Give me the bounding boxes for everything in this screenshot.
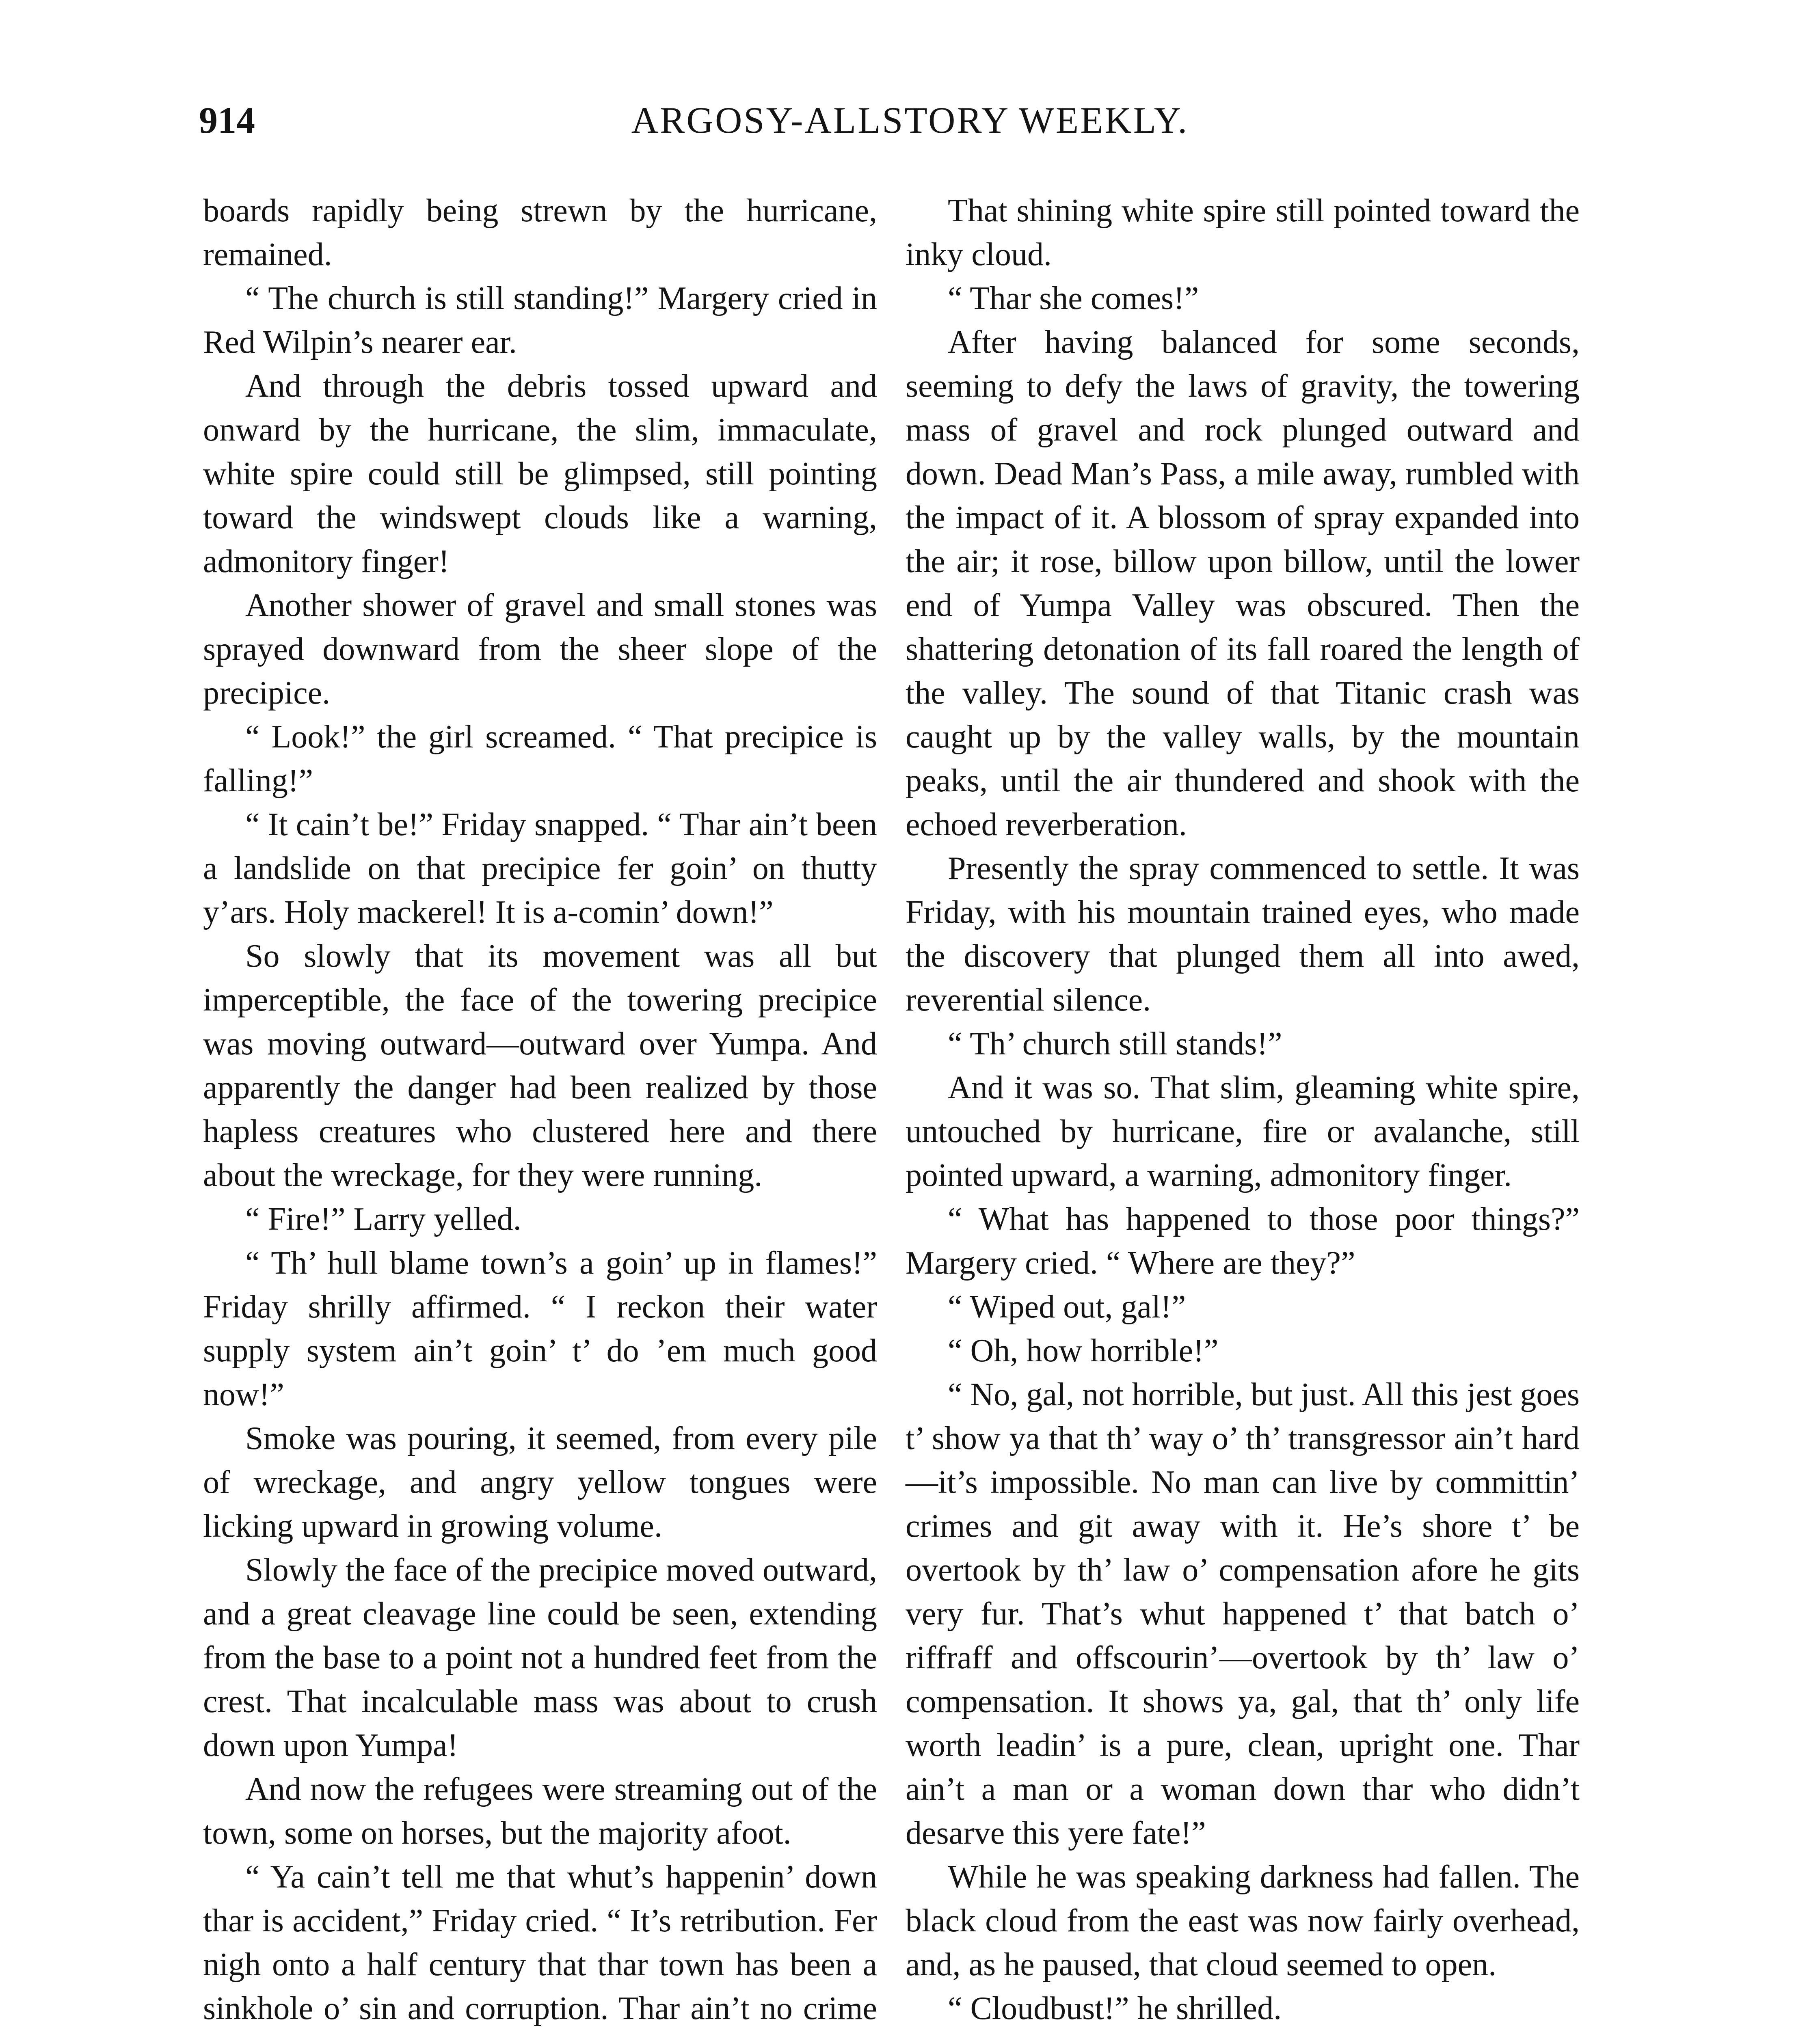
- running-head-title: ARGOSY-ALLSTORY WEEKLY.: [631, 99, 1189, 141]
- paragraph: “ Fire!” Larry yelled.: [245, 1201, 521, 1237]
- paragraph: Presently the spray commenced to settle. It was Friday, with his mountain trained eyes, who made the discovery that plunged them all into awed, reverential silence.: [906, 851, 1580, 1018]
- paragraph: After having balanced for some seconds, seeming to defy the laws of gravity, the towering mass of gravel and rock plunged outward and down. Dead Man’s Pass, a mile away, rumbled with the impact of it. A blossom of spray expanded into the air; it rose, billow upon billow, until the lower end of Yumpa Valley was obscured. Then the shattering detonation of its fall roared the length of the valley. The sound of that Titanic crash was caught up by the valley walls, by the mountain peaks, until the air thundered and shook with the echoed reverberation.: [906, 324, 1580, 842]
- paragraph: “ Look!” the girl screamed. “ That precipice is falling!”: [203, 719, 877, 799]
- paragraph: And now the refugees were streaming out of the town, some on horses, but the majority afoot.: [203, 1771, 877, 1851]
- paragraph: While he was speaking darkness had fallen. The black cloud from the east was now fairly overhead, and, as he paused, that cloud seemed to open.: [906, 1859, 1580, 1982]
- paragraph: That shining white spire still pointed toward the inky cloud.: [906, 193, 1580, 272]
- paragraph: Smoke was pouring, it seemed, from every pile of wreckage, and angry yellow tongues were licking upward in growing volume.: [203, 1421, 877, 1544]
- page-number: 914: [199, 99, 255, 141]
- paragraph: “ Oh, how horrible!”: [948, 1333, 1219, 1369]
- paragraph: “ Thar she comes!”: [948, 281, 1199, 316]
- paragraph: “ Cloudbust!” he shrilled.: [948, 1991, 1282, 2026]
- paragraph: “ It cain’t be!” Friday snapped. “ Thar ain’t been a landslide on that precipice fer goin’ on thutty y’ars. Holy mackerel! It is a-comin’ down!”: [203, 807, 877, 930]
- paragraph: “ Wiped out, gal!”: [948, 1289, 1186, 1325]
- right-column: [906, 189, 1580, 2030]
- left-column: [203, 189, 877, 2030]
- paragraph: “ Ya cain’t tell me that whut’s happenin’ down thar is accident,” Friday cried. “ It’s retribution. Fer nigh onto a half century that thar town has been a sinkhole o’ sin and corruption. Thar ain’t no crime: [203, 1859, 877, 2026]
- paragraph: Slowly the face of the precipice moved outward, and a great cleavage line could be seen, extending from the base to a point not a hundred feet from the crest. That incalculable mass was about to crush down upon Yumpa!: [203, 1552, 877, 1763]
- paragraph: And it was so. That slim, gleaming white spire, untouched by hurricane, fire or avalanche, still pointed upward, a warning, admonitory finger.: [906, 1070, 1580, 1193]
- paragraph: “ Th’ church still stands!”: [948, 1026, 1282, 1062]
- paragraph: “ No, gal, not horrible, but just. All this jest goes t’ show ya that th’ way o’ th’ transgressor ain’t hard—it’s impossible. No man can live by committin’ crimes and git away with it. He’s shore t’ be overtook by th’ law o’ compensation afore he gits very fur. That’s whut happened t’ that batch o’ riffraff and offscourin’—overtook by th’ law o’ compensation. It shows ya, gal, that th’ only life worth leadin’ is a pure, clean, upright one. Thar ain’t a man or a woman down thar who didn’t desarve this yere fate!”: [906, 1377, 1580, 1851]
- paragraph: Another shower of gravel and small stones was sprayed downward from the sheer slope of the precipice.: [203, 587, 877, 711]
- paragraph: “ What has happened to those poor things?” Margery cried. “ Where are they?”: [906, 1201, 1580, 1281]
- paragraph: boards rapidly being strewn by the hurricane, remained.: [203, 193, 877, 272]
- paragraph: “ Th’ hull blame town’s a goin’ up in flames!” Friday shrilly affirmed. “ I reckon their water supply system ain’t goin’ t’ do ’em much good now!”: [203, 1245, 877, 1412]
- paragraph: So slowly that its movement was all but imperceptible, the face of the towering precipice was moving outward—outward over Yumpa. And apparently the danger had been realized by those hapless creatures who clustered here and there about the wreckage, for they were running.: [203, 938, 877, 1193]
- paragraph: And through the debris tossed upward and onward by the hurricane, the slim, immaculate, white spire could still be glimpsed, still pointing toward the windswept clouds like a warning, admonitory finger!: [203, 368, 877, 579]
- paragraph: “ The church is still standing!” Margery cried in Red Wilpin’s nearer ear.: [203, 281, 877, 360]
